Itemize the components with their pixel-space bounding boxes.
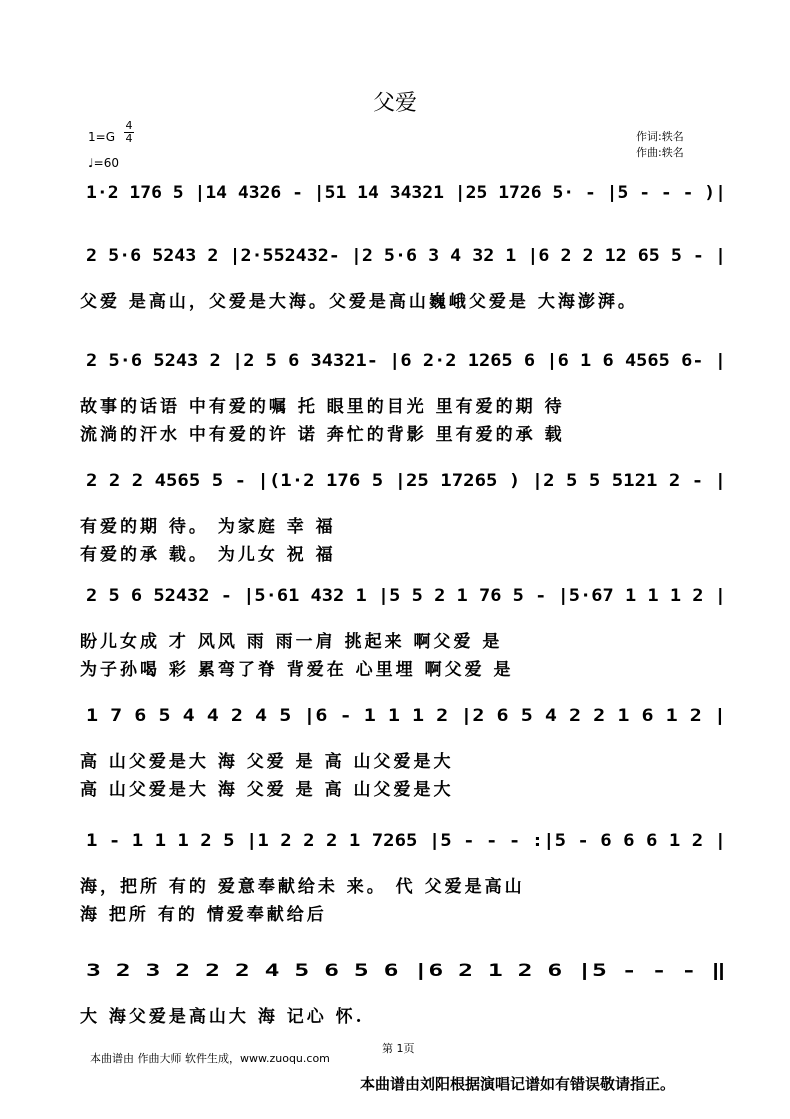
notation-line-1: [0, 172, 790, 202]
time-sig-top: 4: [125, 119, 133, 132]
lyric-line: 父爱 是高山，父爱是大海。父爱是高山巍峨父爱是 大海澎湃。: [80, 292, 638, 312]
transcriber-note: 本曲谱由刘阳根据演唱记谱如有错误敬请指正。: [360, 1075, 676, 1093]
lyric-line: 有爱的期 待。 为家庭 幸 福: [80, 517, 336, 537]
notation-text: 1·2 176 5 |14 4326 - |51 14 34321 |25 1726 5· - |5 - - - )|: [86, 183, 726, 202]
software-credit: 本曲谱由 作曲大师 软件生成，www.zuoqu.com: [90, 1052, 330, 1065]
notation-line-3: [0, 340, 790, 370]
notation-text: 2 5·6 5243 2 |2·552432- |2 5·6 3 4 32 1 |6 2 2 12 65 5 - |: [86, 246, 726, 265]
lyric-line: 大 海父爱是高山大 海 记心 怀.: [80, 1007, 365, 1027]
tempo-marking: [88, 156, 119, 170]
notation-text: 1 - 1 1 1 2 5 |1 2 2 2 1 7265 |5 - - - :|5 - 6 6 6 1 2 |: [86, 831, 726, 850]
lyric-line: 海，把所 有的 爱意奉献给未 来。 代 父爱是高山: [80, 877, 525, 897]
notation-text: 2 5·6 5243 2 |2 5 6 34321- |6 2·2 1265 6 |6 1 6 4565 6- |: [86, 351, 727, 370]
song-title: 父爱: [372, 91, 417, 116]
notation-text: 1 7 6 5 4 4 2 4 5 |6 - 1 1 1 2 |2 6 5 4 2 2 1 6 1 2 |: [86, 706, 726, 725]
notation-line-7: [0, 820, 790, 850]
lyric-line: 盼儿女成 才 风风 雨 雨一肩 挑起来 啊父爱 是: [80, 632, 503, 652]
notation-line-4: [0, 460, 790, 490]
lyric-line: 高 山父爱是大 海 父爱 是 高 山父爱是大: [80, 780, 454, 800]
composer-credit: 作曲:轶名: [636, 146, 684, 159]
notation-line-5: [0, 575, 790, 605]
lyric-line: 有爱的承 载。 为儿女 祝 福: [80, 545, 336, 565]
notation-line-6: [0, 695, 790, 725]
tempo-value: =60: [93, 156, 119, 170]
notation-line-8: [0, 950, 790, 980]
lyric-line: 高 山父爱是大 海 父爱 是 高 山父爱是大: [80, 752, 454, 772]
time-sig-bottom: 4: [125, 132, 133, 145]
key-signature: 1=G: [88, 130, 115, 144]
lyric-line: 海 把所 有的 情爱奉献给后: [80, 905, 327, 925]
time-signature: [124, 120, 134, 145]
lyric-line: 故事的话语 中有爱的嘱 托 眼里的目光 里有爱的期 待: [80, 397, 565, 417]
lyric-line: 流淌的汗水 中有爱的许 诺 奔忙的背影 里有爱的承 载: [80, 425, 565, 445]
quarter-note-icon: ♩: [88, 156, 94, 170]
page-number: 第 1页: [382, 1042, 415, 1055]
notation-text: 2 5 6 52432 - |5·61 432 1 |5 5 2 1 76 5 - |5·67 1 1 1 2 |: [86, 586, 727, 605]
notation-text: 2 2 2 4565 5 - |(1·2 176 5 |25 17265 ) |2 5 5 5121 2 - |: [86, 471, 726, 490]
lyricist-credit: 作词:轶名: [636, 130, 684, 143]
notation-text: 3 2 3 2 2 2 4 5 6 5 6 |6 2 1 2 6 |5 - - - ‖: [86, 961, 726, 980]
notation-line-2: [0, 235, 790, 265]
lyric-line: 为子孙喝 彩 累弯了脊 背爱在 心里埋 啊父爱 是: [80, 660, 514, 680]
